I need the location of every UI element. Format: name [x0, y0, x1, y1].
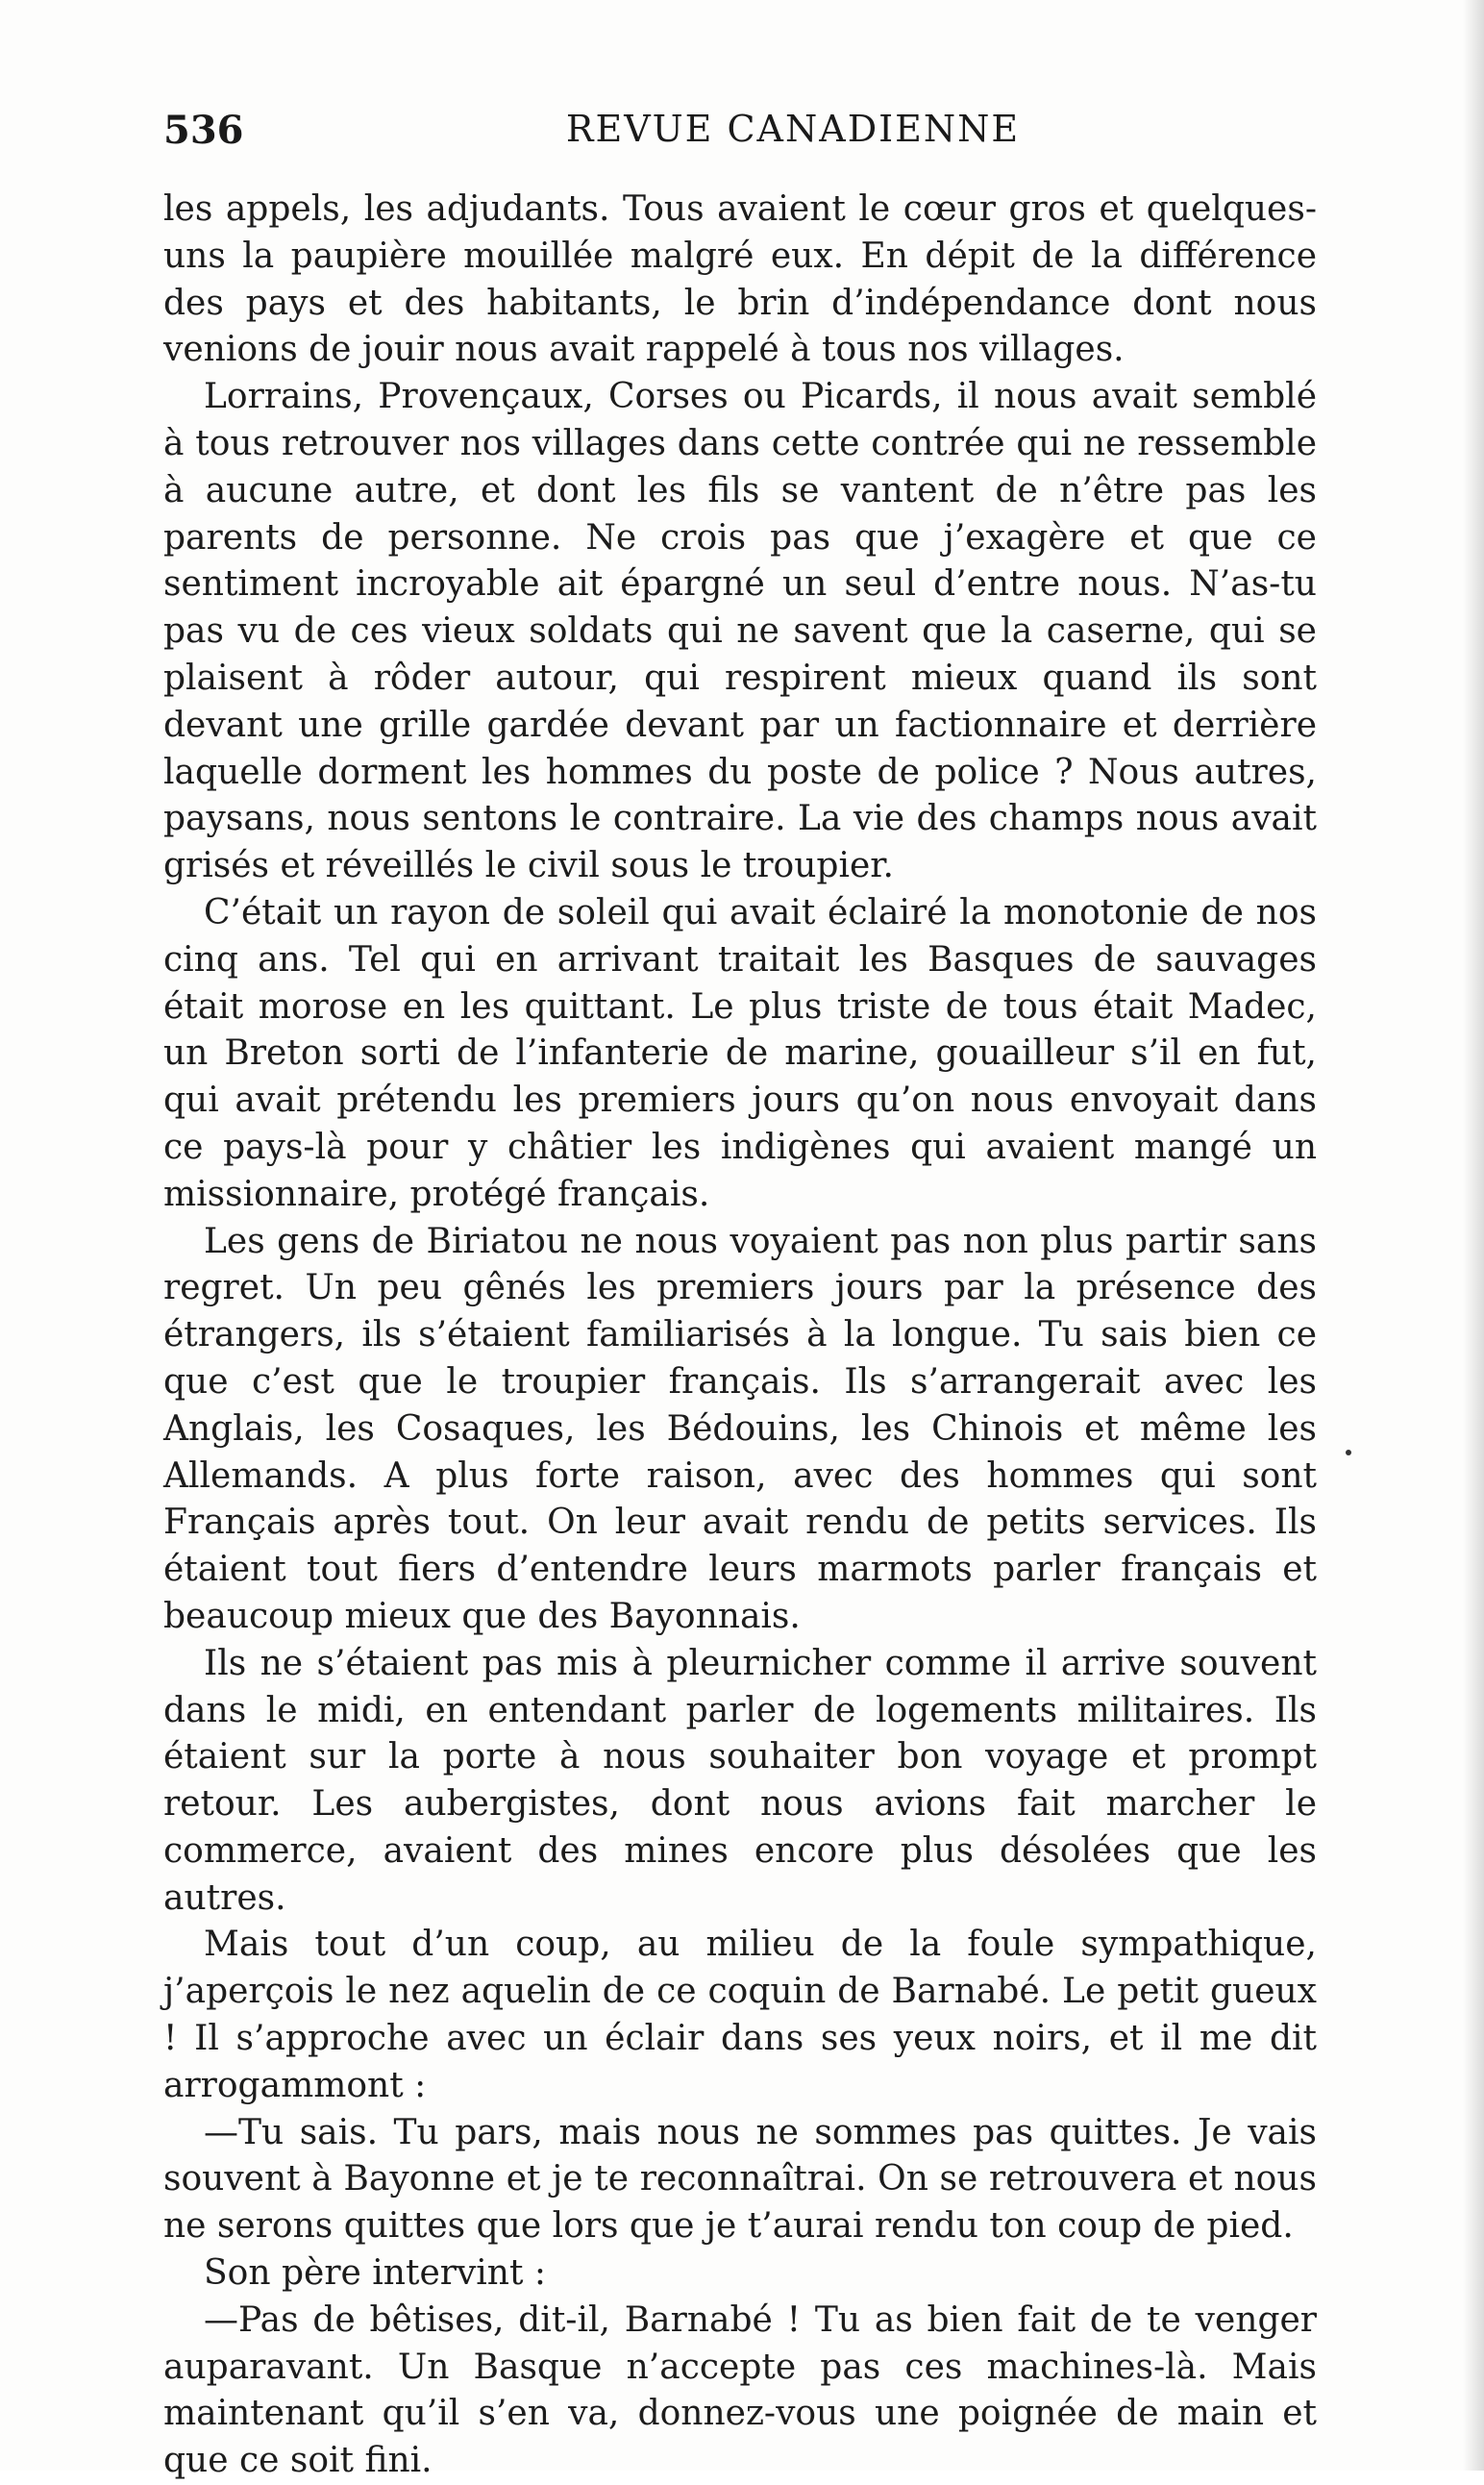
page-number: 536 [163, 108, 244, 153]
running-title: REVUE CANADIENNE [565, 108, 1021, 150]
paragraph: Mais tout d’un coup, au milieu de la foule sympathique, j’aperçois le nez aquelin de ce coquin de Barnabé. Le petit gueux ! Il s’approche avec un éclair dans ses yeux noirs, et il me dit arrogammont : [163, 1925, 1317, 2105]
page-edge-shadow [1463, 0, 1484, 2471]
paragraph-dialogue: —Tu sais. Tu pars, mais nous ne sommes pas quittes. Je vais souvent à Bayonne et je te reconnaîtrai. On se retrouvera et nous ne serons quittes que lors que je t’aurai rendu ton coup de pied. [163, 2112, 1317, 2247]
paragraph-dialogue: —Pas de bêtises, dit-il, Barnabé ! Tu as bien fait de te venger auparavant. Un Basque n’accepte pas ces machines-là. Mais maintenant qu’il s’en va, donnez-vous une poignée de main et que ce soit fini. [163, 2299, 1317, 2481]
ink-speck [1346, 1450, 1351, 1455]
paragraph: les appels, les adjudants. Tous avaient le cœur gros et quelques-uns la paupière mouillée malgré eux. En dépit de la différence des pays et des habitants, le brin d’indépendance dont nous venions de jouir nous avait rappelé à tous nos villages. [163, 189, 1317, 370]
page-header [163, 108, 1317, 162]
paragraph: Les gens de Biriatou ne nous voyaient pas non plus partir sans regret. Un peu gênés les premiers jours par la présence des étrangers, ils s’étaient familiarisés à la longue. Tu sais bien ce que c’est que le troupier français. Ils s’arrangerait avec les Anglais, les Cosaques, les Bédouins, les Chinois et même les Allemands. A plus forte raison, avec des hommes qui sont Français après tout. On leur avait rendu de petits services. Ils étaient tout fiers d’entendre leurs marmots parler français et beaucoup mieux que des Bayonnais. [163, 1221, 1317, 1636]
paragraph: C’était un rayon de soleil qui avait éclairé la monotonie de nos cinq ans. Tel qui en arrivant traitait les Basques de sauvages était morose en les quittant. Le plus triste de tous était Madec, un Breton sorti de l’infanterie de marine, gouailleur s’il en fut, qui avait prétendu les premiers jours qu’on nous envoyait dans ce pays-là pour y châtier les indigènes qui avaient mangé un missionnaire, protégé français. [163, 892, 1317, 1214]
text-body [163, 186, 1317, 2485]
paragraph: Son père intervint : [204, 2253, 547, 2294]
paragraph: Ils ne s’étaient pas mis à pleurnicher comme il arrive souvent dans le midi, en entendant parler de logements militaires. Ils étaient sur la porte à nous souhaiter bon voyage et prompt retour. Les aubergistes, dont nous avions fait marcher le commerce, avaient des mines encore plus désolées que les autres. [163, 1643, 1317, 1918]
paragraph: Lorrains, Provençaux, Corses ou Picards, il nous avait semblé à tous retrouver nos villages dans cette contrée qui ne ressemble à aucune autre, et dont les fils se vantent de n’être pas les parents de personne. Ne crois pas que j’exagère et que ce sentiment incroyable ait épargné un seul d’entre nous. N’as-tu pas vu de ces vieux soldats qui ne savent que la caserne, qui se plaisent à rôder autour, qui respirent mieux quand ils sont devant une grille gardée devant par un factionnaire et derrière laquelle dorment les hommes du poste de police ? Nous autres, paysans, nous sentons le contraire. La vie des champs nous avait grisés et réveillés le civil sous le troupier. [163, 377, 1317, 886]
